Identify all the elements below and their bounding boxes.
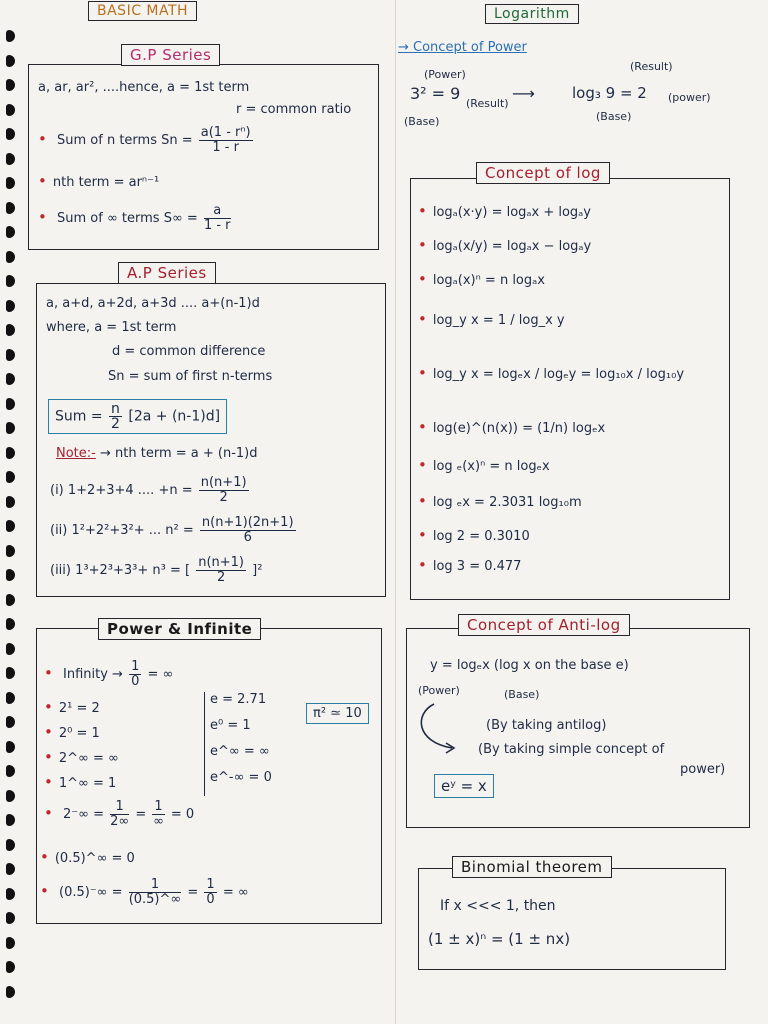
arrow-icon: ⟶ [512, 84, 535, 103]
e-value-2: e⁰ = 1 [210, 718, 251, 733]
half-power-inf: • (0.5)^∞ = 0 [40, 848, 135, 866]
spiral-hole [6, 520, 15, 532]
power-p3: • 2^∞ = ∞ [44, 748, 119, 766]
power-infinite-title: Power & Infinite [98, 618, 261, 640]
spiral-hole [6, 937, 15, 949]
ap-formula-i: (i) 1+2+3+4 .... +n = $\frac{n(n+1)}{2}$ [50, 475, 247, 505]
spiral-binding [0, 30, 22, 1020]
spiral-hole [6, 496, 15, 508]
label-base: (Base) [404, 115, 440, 128]
binomial-box [418, 868, 726, 970]
spiral-hole [6, 79, 15, 91]
ap-line1: a, a+d, a+2d, a+3d .... a+(n-1)d [46, 296, 260, 311]
spiral-hole [6, 667, 15, 679]
label-result: (Result) [466, 97, 509, 110]
spiral-hole [6, 569, 15, 581]
gp-line1: a, ar, ar², ....hence, a = 1st term [38, 80, 250, 95]
antilog-result-box: eʸ = x [434, 774, 494, 798]
e-values-rule [204, 692, 205, 796]
pi-square-box: π² ≃ 10 [306, 703, 369, 724]
ap-formula-ii: (ii) 1²+2²+3²+ ... n² = $\frac{n(n+1)(2n+1)}{6}$ [50, 515, 294, 545]
spiral-hole [6, 398, 15, 410]
antilog-note-3: power) [680, 762, 726, 777]
e-value-4: e^-∞ = 0 [210, 770, 272, 785]
label-result-2: (Result) [630, 60, 673, 73]
power-p4: • 1^∞ = 1 [44, 773, 116, 791]
spiral-hole [6, 55, 15, 67]
label-power-2: (power) [668, 91, 711, 104]
spiral-hole [6, 814, 15, 826]
half-power-neg-inf: • (0.5)⁻∞ = $\frac{1}{(0.5)\^{}\infty}$ = $\frac{1}{0}$ = ∞ [40, 878, 249, 907]
basic-math-title: BASIC MATH [88, 1, 197, 21]
log-rule-6: • log(e)^(n(x)) = (1/n) logₑx [418, 418, 605, 436]
infinity-line: • Infinity → $\frac{1}{0}$ = ∞ [44, 660, 173, 689]
spiral-hole [6, 422, 15, 434]
antilog-label-power: (Power) [418, 684, 460, 697]
spiral-hole [6, 349, 15, 361]
ap-line4: Sn = sum of first n-terms [108, 369, 273, 384]
gp-sum-n: • Sum of n terms Sn = $\frac{\text{a(1 - rⁿ)}}{1 - r}$ [38, 126, 255, 155]
concept-of-power-heading: → Concept of Power [398, 40, 527, 55]
spiral-hole [6, 251, 15, 263]
spiral-hole [6, 692, 15, 704]
gp-series-title: G.P Series [121, 44, 220, 66]
power-p5: • 2⁻∞ = $\frac{1}{2\infty}$ = $\frac{1}{\infty}$ = 0 [44, 800, 194, 829]
note-label: Note:- [56, 446, 96, 461]
power-p1: • 2¹ = 2 [44, 698, 100, 716]
ap-line3: d = common difference [112, 344, 266, 359]
spiral-hole [6, 373, 15, 385]
ap-line2: where, a = 1st term [46, 320, 177, 335]
spiral-hole [6, 790, 15, 802]
log-rule-7: • log ₑ(x)ⁿ = n logₑx [418, 456, 550, 474]
spiral-hole [6, 202, 15, 214]
log-rule-1: • logₐ(x·y) = logₐx + logₐy [418, 202, 591, 220]
log-rule-2: • logₐ(x/y) = logₐx − logₐy [418, 236, 591, 254]
spiral-hole [6, 912, 15, 924]
spiral-hole [6, 153, 15, 165]
ap-sum-formula-box: Sum = $\frac{n}{2}$ [2a + (n-1)d] [48, 399, 227, 434]
logarithm-title: Logarithm [485, 4, 579, 24]
spiral-hole [6, 716, 15, 728]
page-divider [395, 0, 396, 1024]
antilog-label-base: (Base) [504, 688, 540, 701]
log-equation: log₃ 9 = 2 [572, 84, 647, 102]
spiral-hole [6, 471, 15, 483]
concept-log-title: Concept of log [476, 162, 610, 184]
spiral-hole [6, 863, 15, 875]
label-power: (Power) [424, 68, 466, 81]
log-rule-4: • log_y x = 1 / log_x y [418, 310, 565, 328]
binomial-title: Binomial theorem [452, 856, 612, 878]
gp-sum-inf: • Sum of ∞ terms S∞ = $\frac{a}{1 - r}$ [38, 204, 233, 233]
e-value-3: e^∞ = ∞ [210, 744, 270, 759]
spiral-hole [6, 177, 15, 189]
spiral-hole [6, 986, 15, 998]
antilog-equation: y = logₑx (log x on the base e) [430, 658, 629, 673]
power-p2: • 2⁰ = 1 [44, 723, 100, 741]
power-equation: 3² = 9 [410, 84, 461, 103]
gp-line2: r = common ratio [236, 102, 352, 117]
spiral-hole [6, 765, 15, 777]
spiral-hole [6, 961, 15, 973]
label-base-2: (Base) [596, 110, 632, 123]
spiral-hole [6, 300, 15, 312]
curved-arrow-icon [412, 700, 472, 760]
spiral-hole [6, 741, 15, 753]
ap-formula-iii: (iii) 1³+2³+3³+ n³ = [ $\frac{n(n+1)}{2}$ ]² [50, 555, 263, 585]
antilog-title: Concept of Anti-log [458, 614, 630, 636]
spiral-hole [6, 30, 15, 42]
antilog-note-2: (By taking simple concept of [478, 742, 665, 757]
spiral-hole [6, 104, 15, 116]
binomial-line-2: (1 ± x)ⁿ = (1 ± nx) [428, 930, 571, 948]
spiral-hole [6, 643, 15, 655]
spiral-hole [6, 888, 15, 900]
ap-note: Note:- → nth term = a + (n-1)d [56, 446, 258, 461]
log-rule-5: • log_y x = logₑx / logₑy = log₁₀x / log₁₀y [418, 364, 684, 382]
log-rule-9: • log 2 = 0.3010 [418, 526, 530, 544]
log-rule-10: • log 3 = 0.477 [418, 556, 521, 574]
spiral-hole [6, 128, 15, 140]
spiral-hole [6, 618, 15, 630]
spiral-hole [6, 839, 15, 851]
gp-nth-term: • nth term = arⁿ⁻¹ [38, 172, 159, 190]
binomial-line-1: If x <<< 1, then [440, 898, 556, 914]
spiral-hole [6, 324, 15, 336]
ap-series-title: A.P Series [118, 262, 216, 284]
log-rule-8: • log ₑx = 2.3031 log₁₀m [418, 492, 582, 510]
spiral-hole [6, 226, 15, 238]
spiral-hole [6, 447, 15, 459]
log-rule-3: • logₐ(x)ⁿ = n logₐx [418, 270, 545, 288]
antilog-note-1: (By taking antilog) [486, 718, 607, 733]
spiral-hole [6, 594, 15, 606]
e-value-1: e = 2.71 [210, 692, 267, 707]
spiral-hole [6, 545, 15, 557]
spiral-hole [6, 275, 15, 287]
